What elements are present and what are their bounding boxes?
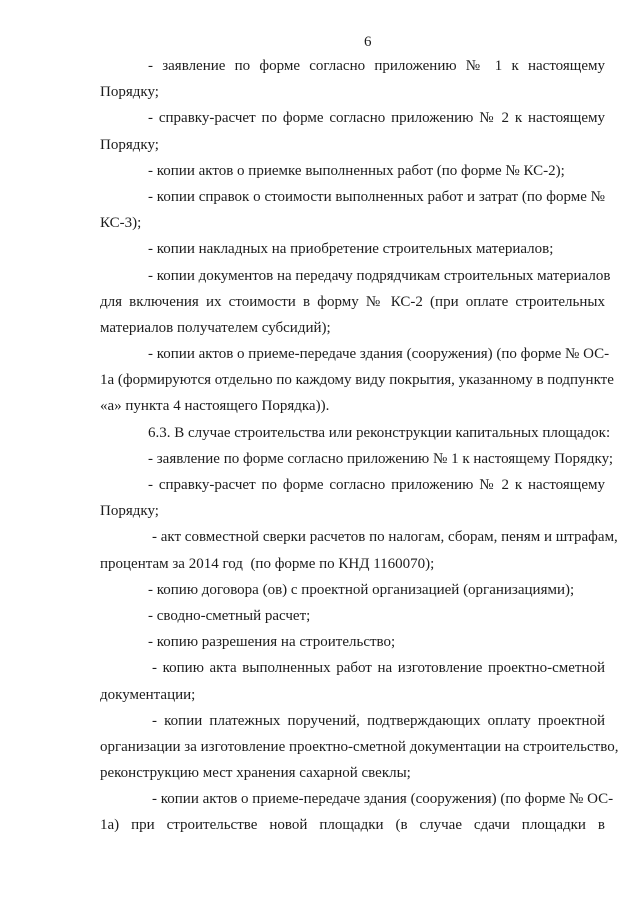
text-line: 1а) при строительстве новой площадки (в случае сдачи площадки в: [100, 817, 605, 834]
clause-heading: [100, 420, 611, 446]
text-line: реконструкцию мест хранения сахарной свеклы;: [100, 765, 411, 782]
text-line: - заявление по форме согласно приложению № 1 к настоящему: [148, 58, 605, 74]
list-item: [100, 105, 605, 157]
text-line: документации;: [100, 686, 196, 703]
list-item: [100, 629, 605, 655]
list-item: [100, 53, 605, 105]
text-line: - копии справок о стоимости выполненных работ и затрат (по форме №: [148, 188, 605, 205]
text-line: - копию договора (ов) с проектной организацией (организациями);: [148, 581, 575, 598]
text-line: Порядку;: [100, 84, 159, 101]
list-item: [100, 524, 618, 576]
text-line: - копию разрешения на строительство;: [148, 634, 396, 651]
list-item: [100, 603, 605, 629]
text-line: - копии актов о приеме-передаче здания (сооружения) (по форме № ОС-: [148, 346, 610, 363]
text-line: - копии документов на передачу подрядчикам строительных материалов: [148, 267, 611, 284]
text-line: организации за изготовление проектно-сметной документации на строительство,: [100, 738, 619, 755]
text-line: - заявление по форме согласно приложению № 1 к настоящему Порядку;: [148, 450, 614, 467]
text-line: 1а (формируются отдельно по каждому виду покрытия, указанному в подпункте: [100, 372, 614, 389]
list-item: [100, 184, 605, 236]
list-item: [100, 263, 611, 342]
list-item: [100, 446, 614, 472]
text-line: - акт совместной сверки расчетов по налогам, сборам, пеням и штрафам,: [152, 529, 618, 546]
text-line: - копии актов о приемке выполненных работ (по форме № КС-2);: [148, 162, 565, 179]
list-item: [100, 236, 605, 262]
text-line: - копию акта выполненных работ на изготовление проектно-сметной: [152, 660, 605, 677]
text-line: - сводно-сметный расчет;: [148, 607, 311, 624]
text-line: - справку-расчет по форме согласно приложению № 2 к настоящему: [148, 110, 605, 127]
text-line: материалов получателем субсидий);: [100, 319, 331, 336]
text-line: - справку-расчет по форме согласно приложению № 2 к настоящему: [148, 477, 605, 493]
text-line: процентам за 2014 год (по форме по КНД 1160070);: [100, 555, 435, 572]
list-item: [100, 708, 619, 787]
text-line: - копии платежных поручений, подтверждающих оплату проектной: [152, 712, 605, 729]
document-body: [100, 53, 619, 839]
text-line: КС-3);: [100, 215, 142, 232]
text-line: - копии актов о приеме-передаче здания (сооружения) (по форме № ОС-: [152, 791, 614, 808]
page-number: 6: [364, 34, 372, 50]
text-line: Порядку;: [100, 503, 159, 520]
text-line: для включения их стоимости в форму № КС-2 (при оплате строительных: [100, 293, 605, 310]
list-item: [100, 341, 614, 420]
text-line: Порядку;: [100, 136, 159, 153]
list-item: [100, 472, 605, 524]
text-line: 6.3. В случае строительства или реконструкции капитальных площадок:: [148, 424, 611, 441]
list-item: [100, 577, 605, 603]
text-line: - копии накладных на приобретение строительных материалов;: [148, 241, 554, 258]
list-item: [100, 158, 605, 184]
list-item: [100, 786, 614, 838]
text-line: «а» пункта 4 настоящего Порядка)).: [100, 398, 330, 415]
list-item: [100, 655, 605, 707]
